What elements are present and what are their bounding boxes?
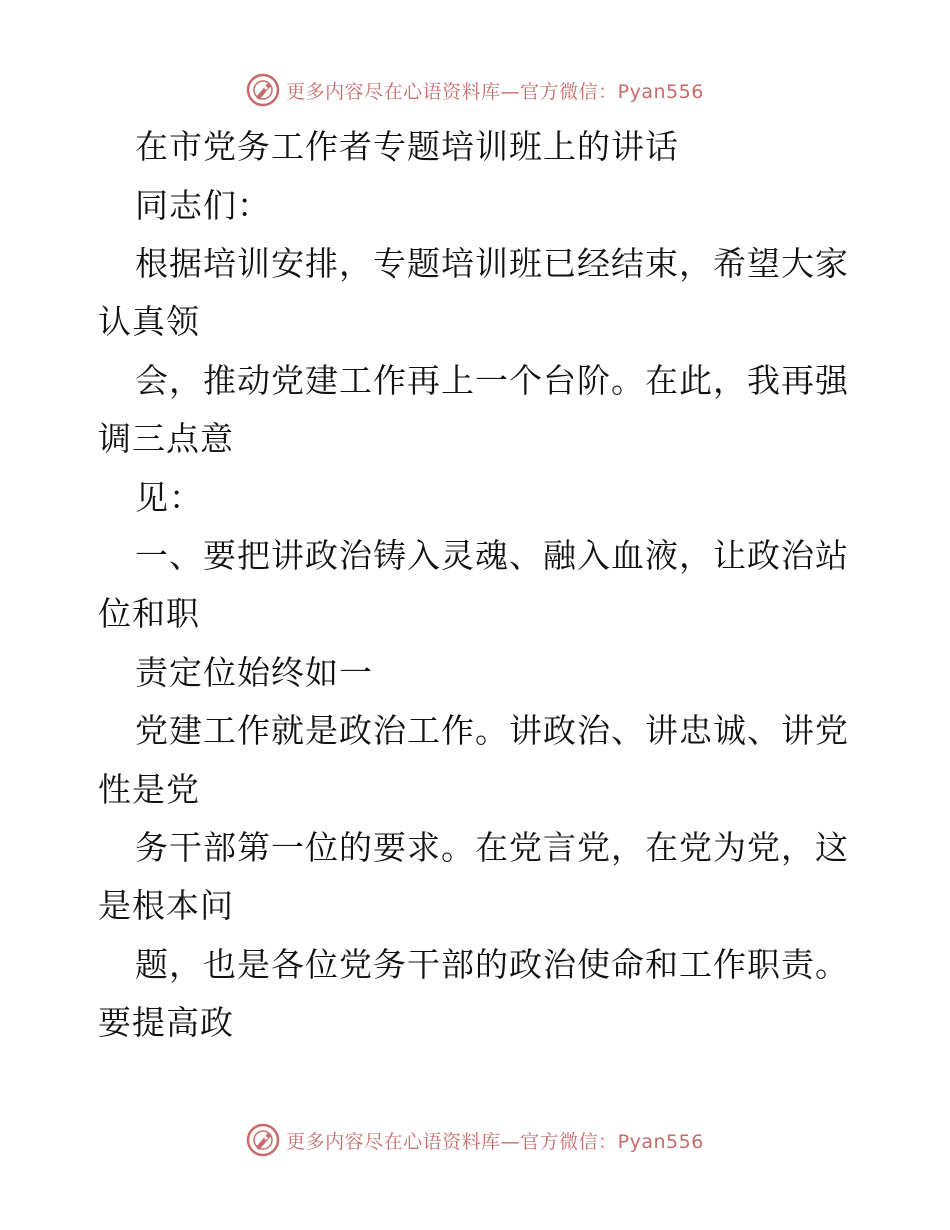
document-title: 在市党务工作者专题培训班上的讲话 xyxy=(135,127,679,166)
section-heading-line: 位和职 xyxy=(98,594,200,633)
footer-banner-content xyxy=(246,1123,704,1157)
section-heading-line: 责定位始终如一 xyxy=(135,653,373,692)
header-banner-text: 更多内容尽在心语资料库—官方微信：Pyan556 xyxy=(286,80,704,103)
paragraph-line: 务干部第一位的要求。在党言党，在党为党，这 xyxy=(135,828,849,867)
footer-banner-text: 更多内容尽在心语资料库—官方微信：Pyan556 xyxy=(286,1130,704,1153)
paragraph-line: 党建工作就是政治工作。讲政治、讲忠诚、讲党 xyxy=(135,711,849,750)
paragraph-line: 性是党 xyxy=(98,770,200,809)
section-heading-line: 一、要把讲政治铸入灵魂、融入血液，让政治站 xyxy=(135,536,849,575)
paragraph-line: 调三点意 xyxy=(98,419,234,458)
paragraph-line: 是根本问 xyxy=(98,886,234,925)
paragraph-line: 根据培训安排，专题培训班已经结束，希望大家 xyxy=(135,244,849,283)
paragraph-line: 见： xyxy=(135,478,203,517)
header-banner xyxy=(0,70,950,110)
paragraph-line: 认真领 xyxy=(98,302,200,341)
paragraph-line: 要提高政 xyxy=(98,1003,234,1042)
pen-nib-logo-icon xyxy=(246,73,280,107)
paragraph-line: 会，推动党建工作再上一个台阶。在此，我再强 xyxy=(135,361,849,400)
pen-nib-logo-icon xyxy=(246,1123,280,1157)
salutation: 同志们： xyxy=(135,186,271,225)
footer-banner xyxy=(0,1120,950,1160)
paragraph-line: 题，也是各位党务干部的政治使命和工作职责。 xyxy=(135,945,849,984)
header-banner-content xyxy=(246,73,704,107)
